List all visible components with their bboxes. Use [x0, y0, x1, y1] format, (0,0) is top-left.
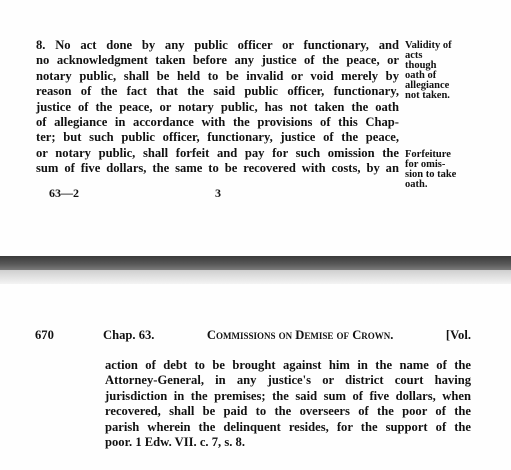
chapter-label: Chap. 63.	[103, 328, 155, 342]
note-line: though	[405, 60, 437, 71]
continuation-text	[105, 358, 471, 450]
running-head	[103, 328, 471, 343]
text-line: notary public, shall be held to be invalid or void merely by	[36, 68, 399, 83]
page-separator	[0, 256, 511, 270]
text-line: reason of the fact that the said public officer, functionary,	[36, 84, 399, 99]
signature-number: 3	[215, 186, 221, 200]
text-line: 8. No act done by any public officer or functionary, and	[36, 38, 399, 52]
marginal-note-forfeiture	[405, 150, 456, 190]
page-number: 670	[35, 328, 54, 342]
note-line: oath of	[405, 70, 437, 81]
text-line: of allegiance in accordance with the provisions of this Chap-	[36, 115, 399, 130]
running-title: Commissions on Demise of Crown.	[206, 328, 394, 342]
text-line: or notary public, shall forfeit and pay for such omission the	[36, 145, 399, 160]
signature-mark: 63—2	[49, 186, 79, 200]
page-gap	[0, 270, 511, 284]
text-line: sum of five dollars, the same to be recovered with costs, by an	[36, 161, 399, 176]
note-line: acts	[405, 50, 423, 61]
note-line: oath.	[405, 179, 428, 190]
section-8-text	[36, 38, 399, 177]
text-line: no acknowledgment taken before any justice of the peace, or	[36, 53, 399, 68]
text-line: justice of the peace, or notary public, has not taken the oath	[36, 99, 399, 114]
note-line: not taken.	[405, 90, 450, 101]
text-line: action of debt to be brought against him in the name of the	[105, 358, 471, 372]
text-line: ter; but such public officer, functionary, justice of the peace,	[36, 130, 399, 145]
text-line: Attorney-General, in any justice's or district court having	[105, 373, 471, 388]
note-line: for omis-	[405, 159, 446, 170]
note-line: Validity of	[405, 40, 452, 51]
text-line: poor. 1 Edw. VII. c. 7, s. 8.	[105, 435, 245, 450]
note-line: Forfeiture	[405, 149, 451, 160]
note-line: sion to take	[405, 169, 457, 180]
text-line: jurisdiction in the premises; the said sum of five dollars, when	[105, 388, 471, 403]
text-line: parish wherein the delinquent resides, for the support of the	[105, 419, 471, 434]
marginal-note-validity	[405, 41, 452, 101]
text-line: recovered, shall be paid to the overseers of the poor of the	[105, 404, 471, 419]
volume-label: [Vol.	[445, 328, 471, 342]
note-line: allegiance	[405, 80, 450, 91]
